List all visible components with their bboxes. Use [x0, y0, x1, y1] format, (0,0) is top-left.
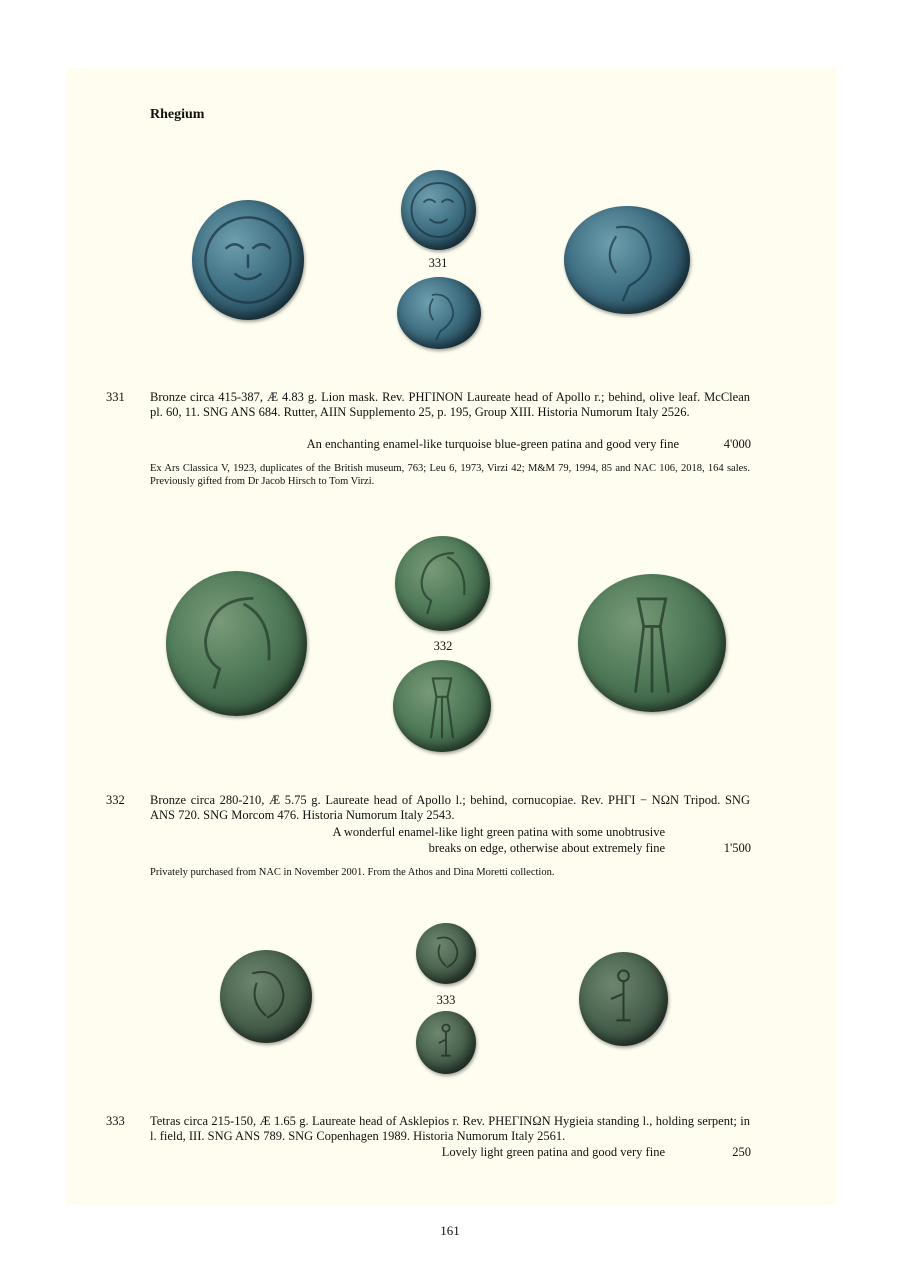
lot-number-331: 331: [106, 390, 125, 404]
lot-condition-332-line2: breaks on edge, otherwise about extremely fine: [428, 841, 665, 855]
section-title: Rhegium: [150, 107, 205, 122]
coin-label-333: 333: [436, 993, 456, 1007]
coin-331-obverse: [401, 170, 476, 250]
coin-331-obverse-enlarged: [192, 200, 304, 320]
lot-provenance-332: Privately purchased from NAC in November 2001. From the Athos and Dina Moretti collection.: [150, 867, 555, 878]
lot-provenance-331: Ex Ars Classica V, 1923, duplicates of the British museum, 763; Leu 6, 1973, Virzi 42; M&M 79, 1994, 85 and NAC 106, 2018, 164 sales. Previously gifted from Dr Jacob Hirsch to Tom Virzi.: [150, 463, 750, 487]
lot-condition-332-line1: A wonderful enamel-like light green patina with some unobtrusive: [332, 825, 665, 839]
lot-description-332: Bronze circa 280-210, Æ 5.75 g. Laureate head of Apollo l.; behind, cornucopiae. Rev. ΡΗΓΙ − ΝΩΝ Tripod. SNG ANS 720. SNG Morcom 476. Historia Numorum Italy 2543.: [150, 793, 750, 822]
coin-332-reverse: [393, 660, 491, 752]
coin-333-reverse-enlarged: [579, 952, 668, 1046]
coin-332-obverse: [395, 536, 490, 631]
lot-price-333: 250: [732, 1145, 751, 1159]
lot-condition-333: Lovely light green patina and good very fine: [441, 1145, 665, 1159]
lot-condition-331: An enchanting enamel-like turquoise blue-green patina and good very fine: [306, 437, 679, 451]
page-number: 161: [440, 1223, 460, 1238]
coin-333-obverse: [416, 923, 476, 984]
lot-description-333: Tetras circa 215-150, Æ 1.65 g. Laureate head of Asklepios r. Rev. ΡΗΕΓΙΝΩΝ Hygieia standing l., holding serpent; in l. field, III. SNG ANS 789. SNG Copenhagen 1989. Historia Numorum Italy 2561.: [150, 1114, 750, 1143]
coin-label-332: 332: [433, 639, 453, 653]
coin-333-reverse: [416, 1011, 476, 1074]
coin-332-reverse-enlarged: [578, 574, 726, 712]
coin-331-reverse: [397, 277, 481, 349]
coin-331-reverse-enlarged: [564, 206, 690, 314]
coin-label-331: 331: [428, 256, 448, 270]
lot-number-333: 333: [106, 1114, 125, 1128]
lot-number-332: 332: [106, 793, 125, 807]
coin-333-obverse-enlarged: [220, 950, 312, 1043]
coin-332-obverse-enlarged: [166, 571, 307, 716]
lot-price-332: 1'500: [723, 841, 751, 855]
lot-description-331: Bronze circa 415-387, Æ 4.83 g. Lion mask. Rev. ΡΗΓΙΝΟΝ Laureate head of Apollo r.; behind, olive leaf. McClean pl. 60, 11. SNG ANS 684. Rutter, AIIN Supplemento 25, p. 195, Group XIII. Historia Numorum Italy 2526.: [150, 390, 750, 419]
lot-price-331: 4'000: [723, 437, 751, 451]
